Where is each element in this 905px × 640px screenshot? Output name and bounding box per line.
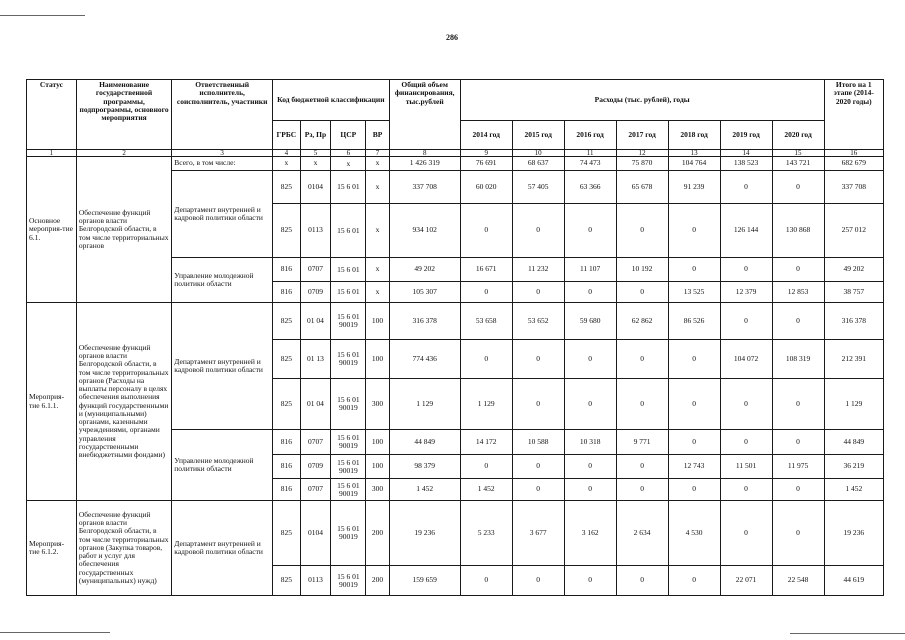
header-year: 2016 год — [564, 121, 616, 150]
rz-pr-cell: 0707 — [300, 430, 331, 455]
year-value-cell: 63 366 — [564, 171, 616, 204]
executor-cell: Всего, в том числе: — [172, 157, 273, 171]
year-value-cell: 53 658 — [460, 303, 512, 340]
year-value-cell: 1 452 — [460, 479, 512, 501]
rz-pr-cell: 0707 — [300, 479, 331, 501]
year-value-cell: 0 — [564, 282, 616, 303]
vr-cell: 200 — [366, 501, 389, 566]
year-value-cell: 0 — [512, 340, 564, 379]
year-value-cell: 11 975 — [772, 455, 824, 479]
column-number: 3 — [172, 150, 273, 157]
total-volume-cell: 774 436 — [389, 340, 460, 379]
year-value-cell: 14 172 — [460, 430, 512, 455]
total-volume-cell: 49 202 — [389, 258, 460, 282]
scan-mark-top — [0, 15, 85, 16]
vr-cell: 300 — [366, 479, 389, 501]
status-cell: Мероприя-тие 6.1.1. — [27, 303, 77, 501]
year-value-cell: 0 — [668, 258, 720, 282]
year-value-cell: 74 473 — [564, 157, 616, 171]
year-value-cell: 0 — [616, 455, 668, 479]
csr-cell: 15 6 01 90019 — [331, 479, 366, 501]
column-number: 2 — [76, 150, 171, 157]
year-value-cell: 11 232 — [512, 258, 564, 282]
executor-cell: Департамент внутренней и кадровой политики области — [172, 303, 273, 430]
total-volume-cell: 44 849 — [389, 430, 460, 455]
csr-cell: 15 6 01 — [331, 282, 366, 303]
year-value-cell: 0 — [720, 430, 772, 455]
vr-cell: 100 — [366, 303, 389, 340]
year-value-cell: 0 — [668, 204, 720, 258]
year-value-cell: 0 — [616, 204, 668, 258]
header-total-volume: Общий объем финансирования, тыс.рублей — [389, 80, 460, 150]
year-value-cell: 10 588 — [512, 430, 564, 455]
year-value-cell: 0 — [460, 455, 512, 479]
stage-total-cell: 36 219 — [824, 455, 883, 479]
header-year: 2014 год — [460, 121, 512, 150]
column-number: 6 — [331, 150, 366, 157]
year-value-cell: 130 868 — [772, 204, 824, 258]
total-volume-cell: 98 379 — [389, 455, 460, 479]
header-year: 2020 год — [772, 121, 824, 150]
year-value-cell: 0 — [720, 501, 772, 566]
executor-cell: Департамент внутренней и кадровой политики области — [172, 171, 273, 258]
year-value-cell: 0 — [460, 566, 512, 596]
column-number: 9 — [460, 150, 512, 157]
stage-total-cell: 44 619 — [824, 566, 883, 596]
year-value-cell: 0 — [668, 379, 720, 430]
year-value-cell: 0 — [564, 455, 616, 479]
year-value-cell: 0 — [772, 258, 824, 282]
table-row — [27, 303, 884, 340]
year-value-cell: 0 — [460, 340, 512, 379]
header-expenses: Расходы (тыс. рублей), годы — [460, 80, 824, 121]
vr-cell: 300 — [366, 379, 389, 430]
rz-pr-cell: х — [300, 157, 331, 171]
rz-pr-cell: 0113 — [300, 566, 331, 596]
year-value-cell: 104 072 — [720, 340, 772, 379]
vr-cell: х — [366, 282, 389, 303]
year-value-cell: 68 637 — [512, 157, 564, 171]
year-value-cell: 12 379 — [720, 282, 772, 303]
year-value-cell: 76 691 — [460, 157, 512, 171]
year-value-cell: 126 144 — [720, 204, 772, 258]
year-value-cell: 86 526 — [668, 303, 720, 340]
year-value-cell: 2 634 — [616, 501, 668, 566]
year-value-cell: 60 020 — [460, 171, 512, 204]
year-value-cell: 0 — [564, 204, 616, 258]
column-number-row — [27, 150, 884, 157]
stage-total-cell: 1 452 — [824, 479, 883, 501]
year-value-cell: 0 — [616, 340, 668, 379]
table-header — [27, 80, 884, 157]
rz-pr-cell: 01 04 — [300, 379, 331, 430]
total-volume-cell: 19 236 — [389, 501, 460, 566]
header-vr: ВР — [366, 121, 389, 150]
grbs-cell: 825 — [273, 566, 301, 596]
header-csr: ЦСР — [331, 121, 366, 150]
column-number: 4 — [273, 150, 301, 157]
year-value-cell: 65 678 — [616, 171, 668, 204]
year-value-cell: 57 405 — [512, 171, 564, 204]
header-year: 2017 год — [616, 121, 668, 150]
header-grbs: ГРБС — [273, 121, 301, 150]
total-volume-cell: 1 129 — [389, 379, 460, 430]
year-value-cell: 22 071 — [720, 566, 772, 596]
grbs-cell: 816 — [273, 479, 301, 501]
year-value-cell: 0 — [720, 171, 772, 204]
year-value-cell: 0 — [512, 479, 564, 501]
rz-pr-cell: 01 04 — [300, 303, 331, 340]
year-value-cell: 0 — [720, 479, 772, 501]
year-value-cell: 0 — [616, 282, 668, 303]
total-volume-cell: 1 426 319 — [389, 157, 460, 171]
program-name-cell: Обеспечение функций органов власти Белгородской области, в том числе территориальных органов (Закупка товаров, работ и услуг для обеспечения государственных (муниципальных) нужд) — [76, 501, 171, 596]
budget-table — [26, 79, 884, 596]
year-value-cell: 11 107 — [564, 258, 616, 282]
rz-pr-cell: 0707 — [300, 258, 331, 282]
grbs-cell: 816 — [273, 258, 301, 282]
year-value-cell: 0 — [564, 479, 616, 501]
rz-pr-cell: 0113 — [300, 204, 331, 258]
column-number: 16 — [824, 150, 883, 157]
column-number: 13 — [668, 150, 720, 157]
year-value-cell: 0 — [564, 379, 616, 430]
rz-pr-cell: 0104 — [300, 501, 331, 566]
year-value-cell: 11 501 — [720, 455, 772, 479]
status-cell: Мероприя-тие 6.1.2. — [27, 501, 77, 596]
csr-cell: 15 6 01 90019 — [331, 566, 366, 596]
year-value-cell: 0 — [720, 303, 772, 340]
column-number: 15 — [772, 150, 824, 157]
year-value-cell: 10 192 — [616, 258, 668, 282]
year-value-cell: 0 — [564, 340, 616, 379]
year-value-cell: 0 — [564, 566, 616, 596]
column-number: 10 — [512, 150, 564, 157]
year-value-cell: 3 677 — [512, 501, 564, 566]
year-value-cell: 0 — [616, 379, 668, 430]
stage-total-cell: 316 378 — [824, 303, 883, 340]
scan-mark-bottom-left — [0, 632, 110, 633]
year-value-cell: 16 671 — [460, 258, 512, 282]
header-budget-code: Код бюджетной классификации — [273, 80, 390, 121]
executor-cell: Управление молодежной политики области — [172, 430, 273, 501]
year-value-cell: 62 862 — [616, 303, 668, 340]
executor-cell: Управление молодежной политики области — [172, 258, 273, 303]
column-number: 1 — [27, 150, 77, 157]
year-value-cell: 3 162 — [564, 501, 616, 566]
status-cell: Основное мероприя-тие 6.1. — [27, 157, 77, 303]
vr-cell: х — [366, 171, 389, 204]
year-value-cell: 0 — [616, 566, 668, 596]
rz-pr-cell: 0709 — [300, 455, 331, 479]
year-value-cell: 0 — [668, 566, 720, 596]
year-value-cell: 9 771 — [616, 430, 668, 455]
program-name-cell: Обеспечение функций органов власти Белгородской области, в том числе территориальных органов (Расходы на выплаты персоналу в целях обеспечения выполнения функций государственными и (муниципальными) органами, казенными учреждениями, органами управления государственными внебюджетными фондами) — [76, 303, 171, 501]
vr-cell: 200 — [366, 566, 389, 596]
vr-cell: 100 — [366, 455, 389, 479]
stage-total-cell: 257 012 — [824, 204, 883, 258]
header-rz-pr: Рз, Пр — [300, 121, 331, 150]
year-value-cell: 0 — [720, 379, 772, 430]
header-stage-total: Итого на 1 этапе (2014-2020 годы) — [824, 80, 883, 150]
vr-cell: 100 — [366, 340, 389, 379]
rz-pr-cell: 01 13 — [300, 340, 331, 379]
vr-cell: х — [366, 204, 389, 258]
year-value-cell: 12 853 — [772, 282, 824, 303]
header-year: 2019 год — [720, 121, 772, 150]
column-number: 8 — [389, 150, 460, 157]
year-value-cell: 0 — [772, 501, 824, 566]
total-volume-cell: 337 708 — [389, 171, 460, 204]
year-value-cell: 75 870 — [616, 157, 668, 171]
year-value-cell: 0 — [772, 303, 824, 340]
header-status: Статус — [27, 80, 77, 150]
header-year: 2015 год — [512, 121, 564, 150]
total-volume-cell: 159 659 — [389, 566, 460, 596]
year-value-cell: 91 239 — [668, 171, 720, 204]
table-row — [27, 157, 884, 171]
total-volume-cell: 934 102 — [389, 204, 460, 258]
stage-total-cell: 44 849 — [824, 430, 883, 455]
year-value-cell: 0 — [772, 171, 824, 204]
executor-cell: Департамент внутренней и кадровой политики области — [172, 501, 273, 596]
rz-pr-cell: 0104 — [300, 171, 331, 204]
program-name-cell: Обеспечение функций органов власти Белгородской области, в том числе территориальных органов — [76, 157, 171, 303]
year-value-cell: 12 743 — [668, 455, 720, 479]
grbs-cell: 825 — [273, 204, 301, 258]
column-number: 7 — [366, 150, 389, 157]
year-value-cell: 104 764 — [668, 157, 720, 171]
year-value-cell: 0 — [512, 455, 564, 479]
table-row — [27, 501, 884, 566]
stage-total-cell: 337 708 — [824, 171, 883, 204]
stage-total-cell: 19 236 — [824, 501, 883, 566]
vr-cell: 100 — [366, 430, 389, 455]
csr-cell: 15 6 01 90019 — [331, 379, 366, 430]
year-value-cell: 53 652 — [512, 303, 564, 340]
csr-cell: х — [331, 157, 366, 171]
grbs-cell: 816 — [273, 455, 301, 479]
year-value-cell: 0 — [460, 204, 512, 258]
page-number: 286 — [446, 33, 458, 42]
year-value-cell: 4 530 — [668, 501, 720, 566]
year-value-cell: 13 525 — [668, 282, 720, 303]
grbs-cell: 825 — [273, 171, 301, 204]
grbs-cell: 825 — [273, 303, 301, 340]
table-body — [27, 157, 884, 596]
csr-cell: 15 6 01 — [331, 258, 366, 282]
grbs-cell: х — [273, 157, 301, 171]
total-volume-cell: 105 307 — [389, 282, 460, 303]
year-value-cell: 0 — [772, 379, 824, 430]
csr-cell: 15 6 01 90019 — [331, 340, 366, 379]
grbs-cell: 816 — [273, 430, 301, 455]
column-number: 11 — [564, 150, 616, 157]
grbs-cell: 816 — [273, 282, 301, 303]
year-value-cell: 0 — [668, 340, 720, 379]
total-volume-cell: 1 452 — [389, 479, 460, 501]
year-value-cell: 138 523 — [720, 157, 772, 171]
header-name: Наименование государственной программы, подпрограммы, основного мероприятия — [76, 80, 171, 150]
stage-total-cell: 49 202 — [824, 258, 883, 282]
rz-pr-cell: 0709 — [300, 282, 331, 303]
year-value-cell: 1 129 — [460, 379, 512, 430]
year-value-cell: 0 — [512, 204, 564, 258]
year-value-cell: 0 — [460, 282, 512, 303]
header-executor: Ответственный исполнитель, соисполнитель, участники — [172, 80, 273, 150]
year-value-cell: 143 721 — [772, 157, 824, 171]
stage-total-cell: 38 757 — [824, 282, 883, 303]
year-value-cell: 0 — [616, 479, 668, 501]
grbs-cell: 825 — [273, 501, 301, 566]
scan-mark-bottom-right — [790, 633, 905, 634]
header-year: 2018 год — [668, 121, 720, 150]
stage-total-cell: 212 391 — [824, 340, 883, 379]
year-value-cell: 0 — [668, 479, 720, 501]
year-value-cell: 0 — [772, 430, 824, 455]
csr-cell: 15 6 01 90019 — [331, 430, 366, 455]
year-value-cell: 59 680 — [564, 303, 616, 340]
column-number: 5 — [300, 150, 331, 157]
csr-cell: 15 6 01 90019 — [331, 303, 366, 340]
vr-cell: х — [366, 157, 389, 171]
vr-cell: х — [366, 258, 389, 282]
grbs-cell: 825 — [273, 379, 301, 430]
year-value-cell: 5 233 — [460, 501, 512, 566]
year-value-cell: 0 — [668, 430, 720, 455]
column-number: 12 — [616, 150, 668, 157]
csr-cell: 15 6 01 — [331, 171, 366, 204]
total-volume-cell: 316 378 — [389, 303, 460, 340]
year-value-cell: 0 — [772, 479, 824, 501]
stage-total-cell: 682 679 — [824, 157, 883, 171]
stage-total-cell: 1 129 — [824, 379, 883, 430]
column-number: 14 — [720, 150, 772, 157]
year-value-cell: 22 548 — [772, 566, 824, 596]
year-value-cell: 108 319 — [772, 340, 824, 379]
year-value-cell: 10 318 — [564, 430, 616, 455]
year-value-cell: 0 — [512, 282, 564, 303]
year-value-cell: 0 — [512, 379, 564, 430]
csr-cell: 15 6 01 90019 — [331, 501, 366, 566]
csr-cell: 15 6 01 — [331, 204, 366, 258]
year-value-cell: 0 — [512, 566, 564, 596]
csr-cell: 15 6 01 90019 — [331, 455, 366, 479]
grbs-cell: 825 — [273, 340, 301, 379]
year-value-cell: 0 — [720, 258, 772, 282]
